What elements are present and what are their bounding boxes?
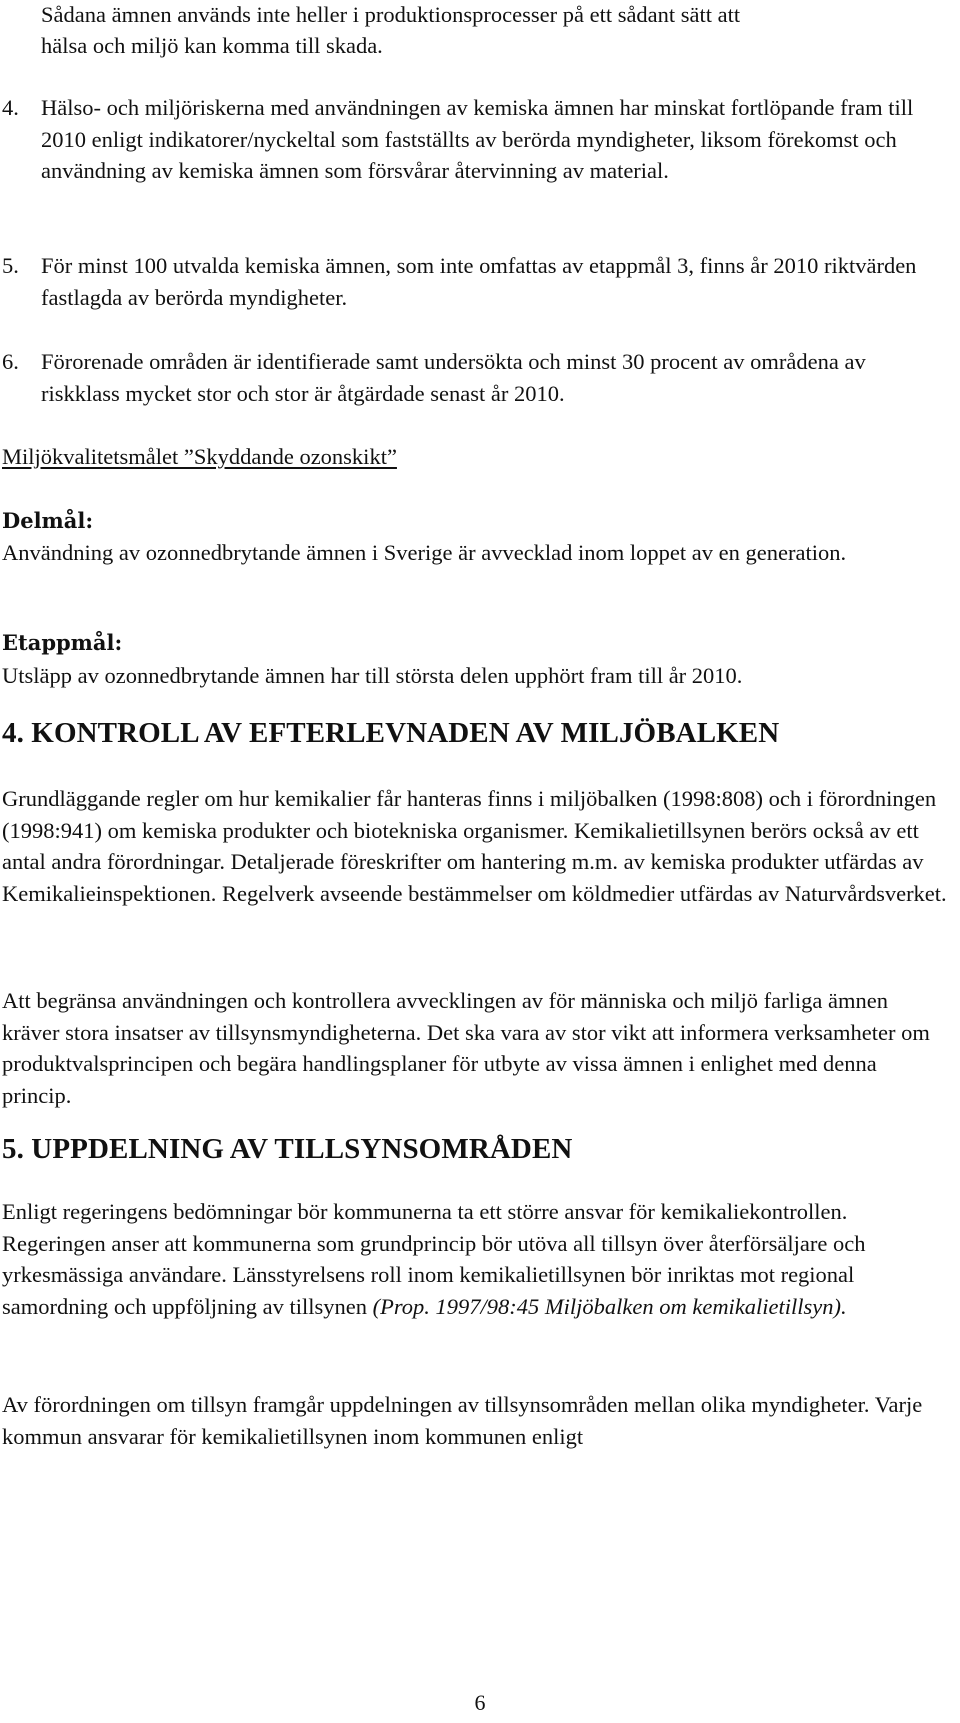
citation: (Prop. 1997/98:45 Miljöbalken om kemikalietillsyn). xyxy=(372,1293,847,1319)
list-item-number: 4. xyxy=(2,95,19,120)
section-4-paragraph-1: Grundläggande regler om hur kemikalier får hanteras finns i miljöbalken (1998:808) och i förordningen (1998:941) om kemiska produkter och biotekniska organismer. Kemikalietillsynen berörs också av ett antal andra förordningar. Detaljerade föreskrifter om hantering m.m. av kemiska produkter utfärdas av Kemikalieinspektionen. Regelverk avseende bestämmelser om köldmedier utfärdas av Naturvårdsverket. xyxy=(2,786,947,906)
list-item-text: För minst 100 utvalda kemiska ämnen, som inte omfattas av etappmål 3, finns år 2010 riktvärden fastlagda av berörda myndigheter. xyxy=(41,253,917,310)
list-item-number: 5. xyxy=(2,253,19,278)
section-5-heading: 5. UPPDELNING AV TILLSYNSOMRÅDEN xyxy=(2,1133,573,1165)
ozone-goal-title: Miljökvalitetsmålet ”Skyddande ozonskikt” xyxy=(2,444,397,469)
stage-goal-label: Etappmål: xyxy=(2,630,123,655)
list-item-text: Hälso- och miljöriskerna med användningen av kemiska ämnen har minskat fortlöpande fram till 2010 enligt indikatorer/nyckeltal som fastställts av berörda myndigheter, liksom förekomst och användning av kemiska ämnen som försvårar återvinning av material. xyxy=(41,95,914,183)
intro-line-1: Sådana ämnen används inte heller i produktionsprocesser på ett sådant sätt att xyxy=(41,2,741,27)
subgoal-text: Användning av ozonnedbrytande ämnen i Sverige är avvecklad inom loppet av en generation. xyxy=(2,540,847,565)
section-4-paragraph-2: Att begränsa användningen och kontrollera avvecklingen av för människa och miljö farliga ämnen kräver stora insatser av tillsynsmyndigheterna. Det ska vara av stor vikt att informera verksamheter om produktvalsprincipen och begära handlingsplaner för utbyte av vissa ämnen i enlighet med denna princip. xyxy=(2,988,930,1108)
section-4-heading: 4. KONTROLL AV EFTERLEVNADEN AV MILJÖBALKEN xyxy=(2,717,780,749)
section-5-paragraph-2: Av förordningen om tillsyn framgår uppdelningen av tillsynsområden mellan olika myndigheter. Varje kommun ansvarar för kemikalietillsynen inom kommunen enligt xyxy=(2,1392,923,1449)
list-item xyxy=(2,250,950,313)
subgoal-label: Delmål: xyxy=(2,508,94,533)
intro-line-2: hälsa och miljö kan komma till skada. xyxy=(41,33,383,58)
page-number: 6 xyxy=(474,1690,486,1715)
list-item-number: 6. xyxy=(2,349,19,374)
section-5-paragraph-1 xyxy=(2,1196,950,1322)
list-item xyxy=(2,92,950,187)
list-item-text: Förorenade områden är identifierade samt undersökta och minst 30 procent av områdena av riskklass mycket stor och stor är åtgärdade senast år 2010. xyxy=(41,349,866,406)
list-item xyxy=(2,346,950,409)
section-5-paragraph-1-text: Enligt regeringens bedömningar bör kommunerna ta ett större ansvar för kemikaliekontrollen. Regeringen anser att kommunerna som grundprincip bör utöva all tillsyn över återförsäljare och yrkesmässiga användare. Länsstyrelsens roll inom kemikalietillsynen bör inriktas mot regional samordning och uppföljning av tillsynen xyxy=(2,1199,866,1319)
stage-goal-text: Utsläpp av ozonnedbrytande ämnen har till största delen upphört fram till år 2010. xyxy=(2,663,743,688)
